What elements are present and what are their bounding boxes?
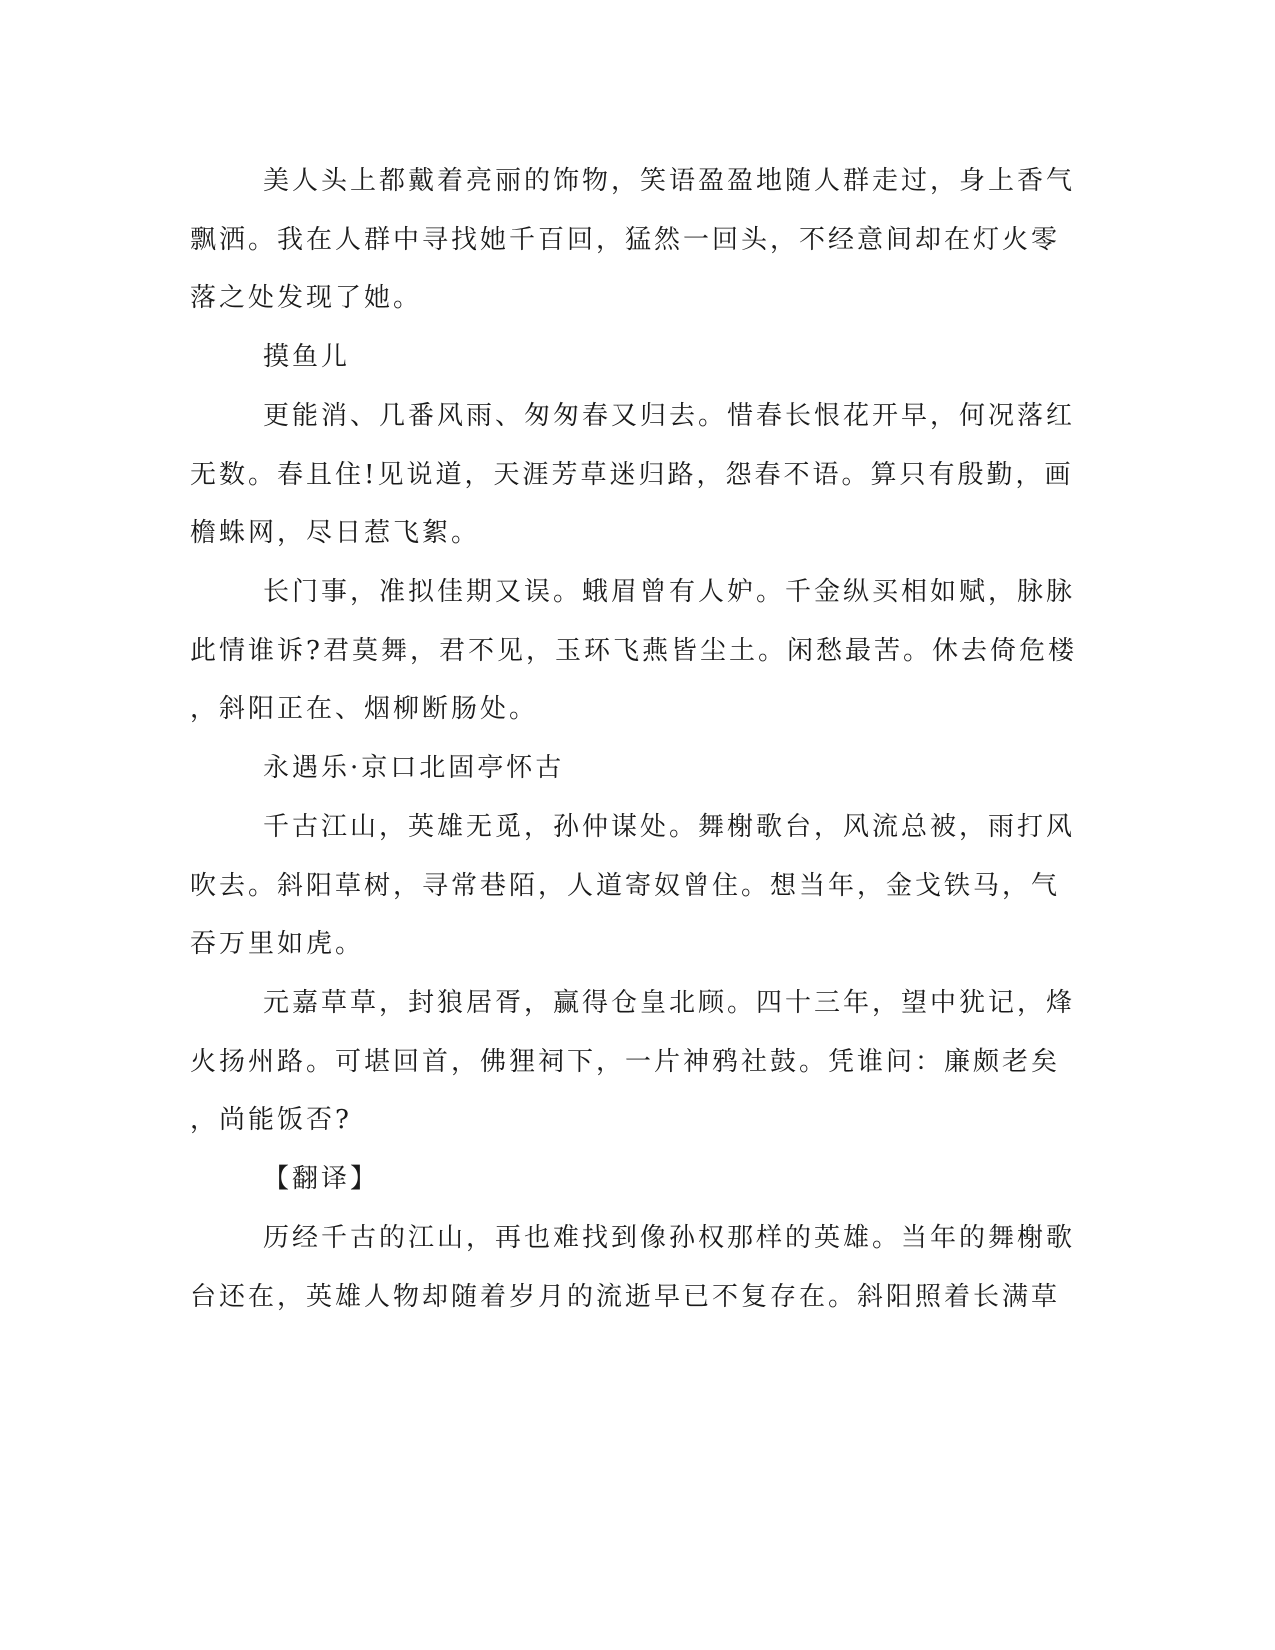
- text-line: 吞万里如虎。: [190, 929, 365, 959]
- text-line: 历经千古的江山，再也难找到像孙权那样的英雄。当年的舞榭歌: [263, 1223, 1076, 1253]
- text-line: 落之处发现了她。: [190, 283, 423, 313]
- text-line: 飘洒。我在人群中寻找她千百回，猛然一回头，不经意间却在灯火零: [190, 225, 1061, 255]
- text-line: 长门事，准拟佳期又误。蛾眉曾有人妒。千金纵买相如赋，脉脉: [263, 577, 1076, 607]
- text-line: 吹去。斜阳草树，寻常巷陌，人道寄奴曾住。想当年，金戈铁马，气: [190, 871, 1061, 901]
- text-line: 千古江山，英雄无觅，孙仲谋处。舞榭歌台，风流总被，雨打风: [263, 812, 1076, 842]
- text-line: ，尚能饭否?: [190, 1105, 352, 1135]
- text-line: 元嘉草草，封狼居胥，赢得仓皇北顾。四十三年，望中犹记，烽: [263, 988, 1076, 1018]
- text-line: 美人头上都戴着亮丽的饰物，笑语盈盈地随人群走过，身上香气: [263, 166, 1076, 196]
- text-line: 檐蛛网，尽日惹飞絮。: [190, 518, 481, 548]
- section-heading: 【翻译】: [263, 1164, 380, 1194]
- text-line: ，斜阳正在、烟柳断肠处。: [190, 694, 539, 724]
- text-line: 火扬州路。可堪回首，佛狸祠下，一片神鸦社鼓。凭谁问：廉颇老矣: [190, 1047, 1061, 1077]
- text-line: 更能消、几番风雨、匆匆春又归去。惜春长恨花开早，何况落红: [263, 401, 1076, 431]
- section-heading: 摸鱼儿: [263, 342, 351, 372]
- text-line: 此情谁诉?君莫舞，君不见，玉环飞燕皆尘土。闲愁最苦。休去倚危楼: [190, 636, 1077, 666]
- text-line: 无数。春且住!见说道，天涯芳草迷归路，怨春不语。算只有殷勤，画: [190, 460, 1074, 490]
- section-heading: 永遇乐·京口北固亭怀古: [263, 753, 565, 783]
- text-line: 台还在，英雄人物却随着岁月的流逝早已不复存在。斜阳照着长满草: [190, 1282, 1061, 1312]
